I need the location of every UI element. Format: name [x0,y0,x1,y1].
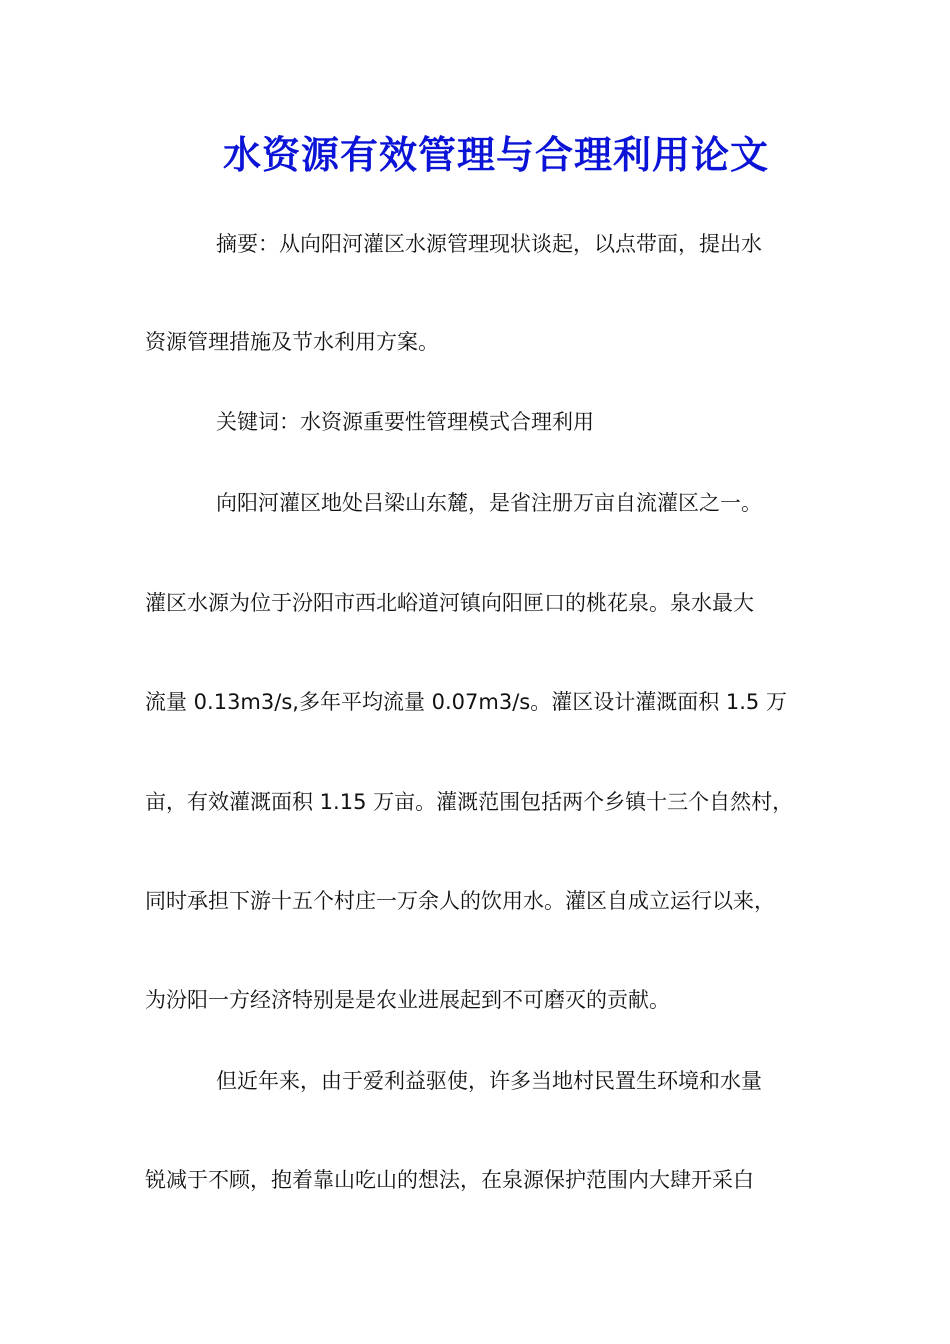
paragraph-1-line-6: 为汾阳一方经济特别是是农业进展起到不可磨灭的贡献。 [145,988,670,1012]
paragraph-1-line-4: 亩，有效灌溉面积 1.15 万亩。灌溉范围包括两个乡镇十三个自然村， [145,790,794,814]
paragraph-1-line-5: 同时承担下游十五个村庄一万余人的饮用水。灌区自成立运行以来， [145,889,775,913]
paragraph-2-line-1: 但近年来，由于爱利益驱使，许多当地村民置生环境和水量 [216,1069,762,1093]
abstract-line-2: 资源管理措施及节水利用方案。 [145,330,439,354]
paragraph-1-line-2: 灌区水源为位于汾阳市西北峪道河镇向阳匣口的桃花泉。泉水最大 [145,591,754,615]
paragraph-1-line-3: 流量 0.13m3/s,多年平均流量 0.07m3/s。灌区设计灌溉面积 1.5 万 [145,690,787,714]
document-title: 水资源有效管理与合理利用论文 [222,132,769,177]
paragraph-1-line-1: 向阳河灌区地处吕梁山东麓，是省注册万亩自流灌区之一。 [216,491,762,515]
paragraph-2-line-2: 锐减于不顾，抱着靠山吃山的想法，在泉源保护范围内大肆开采白 [145,1168,754,1192]
keywords-line: 关键词：水资源重要性管理模式合理利用 [216,410,594,434]
abstract-line-1: 摘要：从向阳河灌区水源管理现状谈起，以点带面，提出水 [216,232,762,256]
